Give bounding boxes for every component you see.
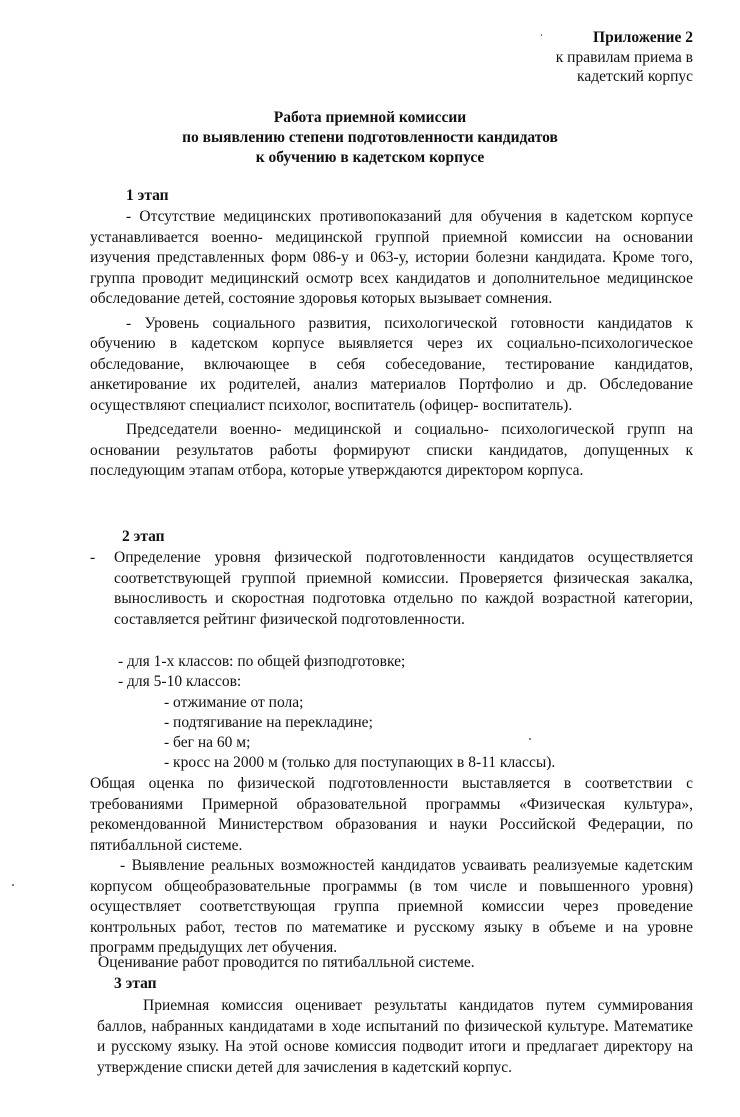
scan-speck — [12, 884, 14, 886]
list-item — [90, 548, 693, 630]
stage-3-text — [97, 996, 693, 1078]
paragraph: Общая оценка по физической подготовленности выставляется в соответствии с требованиями Примерной образовательной программы «Физическая культура», рекомендованной Министерством образования и науки Российской Федерации, по пятибалльной системе. — [90, 775, 693, 854]
exercise-item: - подтягивание на перекладине; — [164, 714, 373, 731]
stage-3-heading: 3 этап — [114, 975, 157, 992]
paragraph: - Выявление реальных возможностей кандидатов усваивать реализуемые кадетским корпусом общеобразовательные программы (в том числе и повышенного уровня) осуществляет соответствующая группа приемной комиссии через проведение контрольных работ, тестов по математике и русскому языку в объеме и на уровне программ предыдущих лет обучения. — [90, 857, 693, 956]
academic-assessment — [90, 856, 693, 959]
stage-1-text — [90, 207, 693, 482]
scan-speck — [529, 738, 531, 740]
exercise-item: - отжимание от пола; — [164, 694, 304, 711]
appendix-line: кадетский корпус — [577, 68, 693, 85]
general-assessment — [90, 774, 693, 856]
exercise-item: - кросс на 2000 м (только для поступающих в 8-11 классы). — [164, 754, 556, 771]
stage-2-heading: 2 этап — [122, 528, 165, 545]
paragraph: - Отсутствие медицинских противопоказаний для обучения в кадетском корпусе устанавливается военно- медицинской группой приемной комиссии на основании изучения представленных форм 086-у и 063-у, истории болезни кандидата. Кроме того, группа проводит медицинский осмотр всех кандидатов и дополнительное медицинское обследование детей, состояние здоровья которых вызывает сомнения. — [90, 208, 693, 307]
stage-2-list — [90, 548, 693, 630]
exercise-item: - бег на 60 м; — [164, 734, 251, 751]
grade-5-item: - для 5-10 классов: — [118, 673, 242, 690]
title-line: к обучению в кадетском корпусе — [255, 149, 485, 166]
paragraph: Председатели военно- медицинской и социально- психологической групп на основании результатов работы формируют списки кандидатов, допущенных к последующим этапам отбора, которые утверждаются директором корпуса. — [90, 421, 693, 479]
item-text: Определение уровня физической подготовленности кандидатов осуществляется соответствующей группой приемной комиссии. Проверяется физическая закалка, выносливость и скоростная подготовка отдельно по каждой возрастной категории, составляется рейтинг физической подготовленности. — [114, 549, 693, 628]
document-title — [0, 108, 740, 168]
appendix-header — [556, 28, 693, 87]
scan-speck — [541, 34, 542, 36]
grading-note: Оценивание работ проводится по пятибалльной системе. — [98, 954, 475, 971]
paragraph: - Уровень социального развития, психологической готовности кандидатов к обучению в кадетском корпусе выявляется через их социально-психологическое обследование, включающее в себя собеседование, тестирование кандидатов, анкетирование их родителей, анализ материалов Портфолио и др. Обследование осуществляют специалист психолог, воспитатель (офицер- воспитатель). — [90, 314, 693, 414]
appendix-title: Приложение 2 — [593, 29, 693, 46]
appendix-line: к правилам приема в — [555, 48, 693, 66]
title-line: по выявлению степени подготовленности кандидатов — [182, 129, 558, 146]
paragraph: Приемная комиссия оценивает результаты кандидатов путем суммирования баллов, набранных кандидатами в ходе испытаний по физической культуре. Математике и русскому языку. На этой основе комиссия подводит итоги и предлагает директору на утверждение списки детей для зачисления в кадетский корпус. — [97, 997, 693, 1076]
title-line: Работа приемной комиссии — [273, 109, 467, 126]
stage-1-heading: 1 этап — [126, 187, 169, 204]
grade-1-item: - для 1-х классов: по общей физподготовке; — [118, 653, 406, 670]
dash-marker: - — [90, 549, 96, 566]
